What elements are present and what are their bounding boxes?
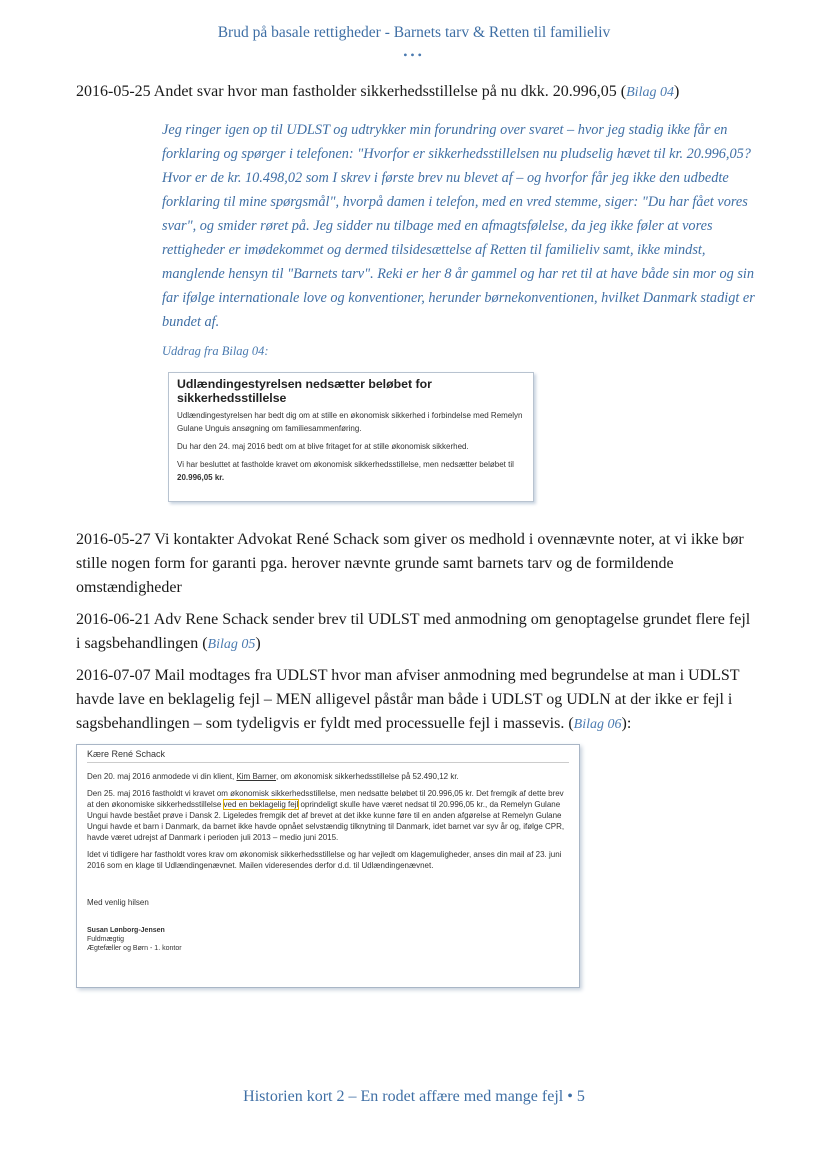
email-signature: Susan Lønborg-Jensen Fuldmægtig Ægtefæller og Børn - 1. kontor: [87, 927, 182, 952]
uddrag-label: Uddrag fra Bilag 04:: [162, 344, 269, 358]
entry-2016-05-25: 2016-05-25 Andet svar hvor man fastholder sikkerhedsstillelse på nu dkk. 20.996,05 (Bilag 04): [76, 83, 680, 100]
bilag-05-ref: Bilag 05: [207, 637, 256, 652]
excerpt-paragraph: Udlændingestyrelsen har bedt dig om at stille en økonomisk sikkerhed i forbindelse med Remelyn Gulane Unguis ansøgning om familiesammenføring.: [177, 411, 523, 433]
entry-2016-05-27: 2016-05-27 Vi kontakter Advokat René Schack som giver os medhold i ovennævnte noter, at vi ikke bør stille nogen form for garanti pga. herover nævnte grunde samt barnets tarv og de formildende omstændigheder: [76, 531, 744, 596]
bilag-04-excerpt: [168, 372, 534, 502]
highlighted-phrase: ved en beklagelig fejl: [223, 800, 299, 809]
entry-2016-07-07: 2016-07-07 Mail modtages fra UDLST hvor man afviser anmodning med begrundelse at man i UDLST havde lave en beklagelig fejl – MEN alligevel påstår man både i UDLST og UDLN at der ikke er fejl i sagsbehandlingen – som tydeligvis er fyldt med processuelle fejl i massevis. (Bilag 06):: [76, 667, 740, 732]
bilag-06-ref: Bilag 06: [573, 717, 622, 732]
excerpt-paragraph: Vi har besluttet at fastholde kravet om økonomisk sikkerhedsstillelse, men nedsætter beløbet til 20.996,05 kr.: [177, 460, 514, 482]
excerpt-paragraph: Du har den 24. maj 2016 bedt om at blive fritaget for at stille økonomisk sikkerhed.: [177, 442, 469, 451]
bilag-06-email-excerpt: [76, 744, 580, 988]
excerpt-title: Udlændingestyrelsen nedsætter beløbet for sikkerhedsstillelse: [177, 377, 432, 405]
quote-paragraph: Jeg ringer igen op til UDLST og udtrykker min forundring over svaret – hvor jeg stadig ikke får en forklaring og spørger i telefonen: "Hvorfor er sikkerhedsstillelsen nu pludselig hævet til kr. 20.996,05? Hvor er de kr. 10.498,02 som I skrev i første brev nu blevet af – og hvorfor får jeg ikke den udbedte forklaring til mine spørgsmål", hvorpå damen i telefon, med en vred stemme, siger: "Du har fået vores svar", og smider røret på. Jeg sidder nu tilbage med en afmagtsfølelse, da jeg ikke føler at vores rettigheder er imødekommet og dermed tilsidesættelse af Retten til familieliv samt, ikke mindst, manglende hensyn til "Barnets tarv". Reki er her 8 år gammel og har ret til at have både sin mor og sin far ifølge internationale love og konventioner, herunder børnekonventionen, hvilket Danmark stadigt er bundet af.: [162, 122, 755, 330]
page-footer: Historien kort 2 – En rodet affære med mange fejl • 5: [243, 1088, 585, 1105]
bilag-04-ref: Bilag 04: [626, 85, 674, 100]
page-header: Brud på basale rettigheder - Barnets tarv & Retten til familieliv: [217, 24, 611, 41]
email-salutation: Kære René Schack: [87, 749, 569, 763]
client-name: Kim Barner: [236, 772, 277, 781]
email-paragraph: Den 20. maj 2016 anmodede vi din klient, Kim Barner, om økonomisk sikkerhedsstillelse på 52.490,12 kr.: [87, 772, 459, 781]
email-closing: Med venlig hilsen: [87, 898, 149, 907]
email-paragraph: Den 25. maj 2016 fastholdt vi kravet om økonomisk sikkerhedsstillelse, men nedsatte beløbet til 20.996,05 kr. Det fremgik af dette brev at den økonomiske sikkerhedsstillelse ved en beklagelig fejl oprindeligt skulle have været nedsat til 20.996,05 kr., da Remelyn Gulane Ungui havde bestået prøve i Dansk 2. Ligeledes fremgik det af brevet at det ikke kunne føre til en anden afgørelse at Remelyn Gulane Ungui havde et barn i Danmark, da barnet ikke havde opnået selvstændig tilknytning til Danmark, idet barnet var syv år og, ifølge CPR, havde været udrejst af Danmark i perioden juli 2013 – medio juni 2015.: [87, 789, 565, 842]
email-paragraph: Idet vi tidligere har fastholdt vores krav om økonomisk sikkerhedsstillelse og har vejledt om klagemuligheder, anses din mail af 23. juni 2016 som en klage til Udlændingenævnet. Mailen videresendes derfor d.d. til Udlændingenævnet.: [87, 850, 562, 870]
entry-2016-06-21: 2016-06-21 Adv Rene Schack sender brev til UDLST med anmodning om genoptagelse grundet flere fejl i sagsbehandlingen (Bilag 05): [76, 611, 751, 652]
header-dots: •••: [403, 48, 425, 62]
